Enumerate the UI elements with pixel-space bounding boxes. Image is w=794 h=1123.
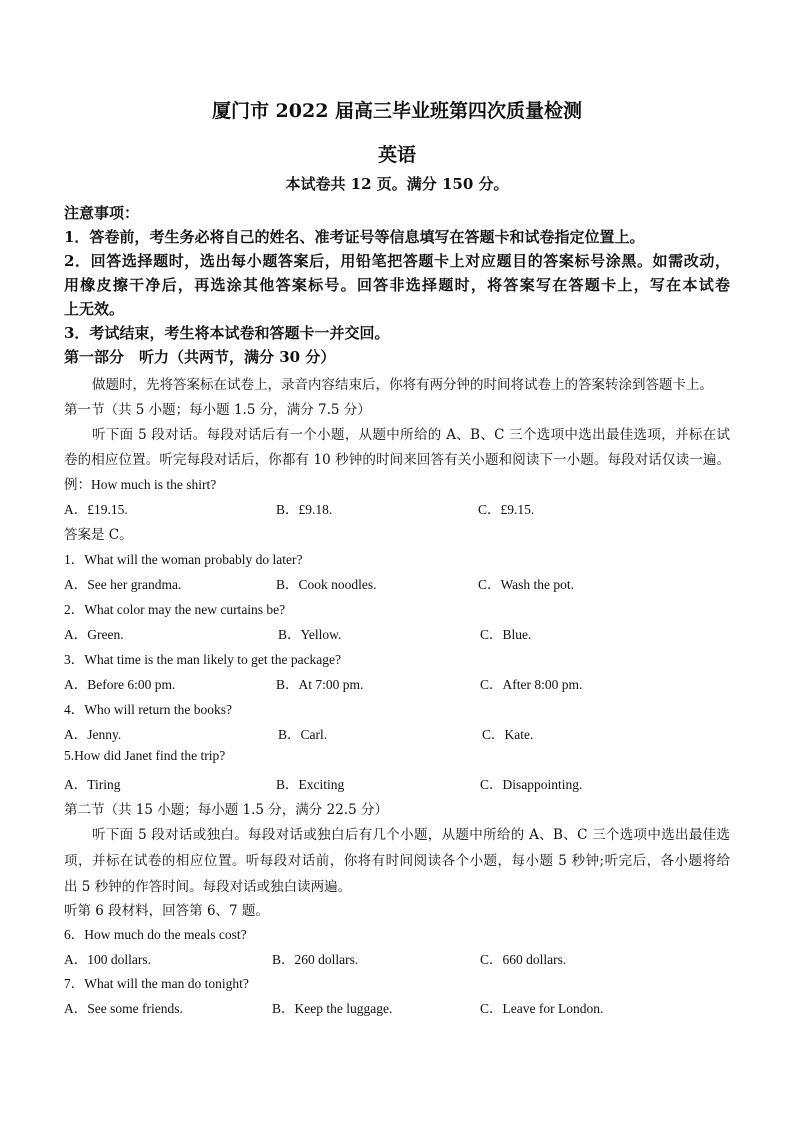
note-item-2-line-3: 上无效。 — [64, 300, 125, 318]
section1-heading: 第一节（共 5 小题；每小题 1.5 分，满分 7.5 分） — [64, 402, 371, 418]
question-4-option-c: C．Kate. — [482, 727, 534, 742]
question-6-option-c: C．660 dollars. — [480, 952, 567, 967]
example-answer: 答案是 C。 — [64, 527, 133, 543]
note-item-3: 3．考试结束，考生将本试卷和答题卡一并交回。 — [64, 324, 390, 342]
question-4-option-b: B．Carl. — [278, 727, 328, 742]
question-1-option-c: C．Wash the pot. — [478, 577, 575, 592]
note-item-1: 1．答卷前，考生务必将自己的姓名、准考证号等信息填写在答题卡和试卷指定位置上。 — [64, 228, 645, 246]
example-question: 例：How much is the shirt? — [64, 477, 217, 492]
question-4: 4．Who will return the books? — [64, 702, 232, 717]
notes-heading: 注意事项： — [64, 204, 140, 222]
question-2-option-c: C．Blue. — [480, 627, 532, 642]
question-1-option-b: B．Cook noodles. — [276, 577, 377, 592]
part1-instruction: 做题时，先将答案标在试卷上，录音内容结束后，你将有两分钟的时间将试卷上的答案转涂到答题卡上。 — [92, 377, 713, 393]
question-2: 2．What color may the new curtains be? — [64, 602, 286, 617]
question-7: 7．What will the man do tonight? — [64, 976, 249, 991]
note-item-2-line-2: 用橡皮擦干净后，再选涂其他答案标号。回答非选择题时，将答案写在答题卡上，写在本试卷 — [64, 276, 730, 294]
question-6-option-a: A．100 dollars. — [64, 952, 151, 967]
question-4-option-a: A．Jenny. — [64, 727, 122, 742]
question-2-option-b: B．Yellow. — [278, 627, 342, 642]
question-7-option-a: A．See some friends. — [64, 1001, 183, 1016]
material-6-heading: 听第 6 段材料，回答第 6、7 题。 — [64, 903, 269, 919]
question-3-option-c: C．After 8:00 pm. — [480, 677, 583, 692]
section2-instruction-line-3: 出 5 秒钟的作答时间。每段对话或独白读两遍。 — [64, 879, 352, 895]
question-6: 6．How much do the meals cost? — [64, 927, 247, 942]
pages-info: 本试卷共 12 页。满分 150 分。 — [285, 175, 509, 193]
section2-instruction-line-2: 项，并标在试卷的相应位置。听每段对话前，你将有时间阅读各个小题，每小题 5 秒钟;听完后，各小题将给 — [64, 853, 730, 869]
question-1: 1．What will the woman probably do later? — [64, 552, 303, 567]
question-5-option-b: B．Exciting — [276, 777, 345, 792]
question-7-option-b: B．Keep the luggage. — [272, 1001, 393, 1016]
question-6-option-b: B．260 dollars. — [272, 952, 359, 967]
question-3-option-a: A．Before 6:00 pm. — [64, 677, 176, 692]
question-7-option-c: C．Leave for London. — [480, 1001, 604, 1016]
question-5: 5.How did Janet find the trip? — [64, 748, 226, 763]
question-1-option-a: A．See her grandma. — [64, 577, 182, 592]
example-option-c: C．£9.15. — [478, 502, 535, 517]
section1-instruction-line-2: 卷的相应位置。听完每段对话后，你都有 10 秒钟的时间来回答有关小题和阅读下一小题。每段对话仅读一遍。 — [64, 452, 730, 468]
example-option-a: A．£19.15. — [64, 502, 128, 517]
example-option-b: B．£9.18. — [276, 502, 333, 517]
question-2-option-a: A．Green. — [64, 627, 124, 642]
question-5-option-c: C．Disappointing. — [480, 777, 583, 792]
part1-heading: 第一部分 听力（共两节，满分 30 分） — [64, 348, 336, 366]
section2-heading: 第二节（共 15 小题；每小题 1.5 分，满分 22.5 分） — [64, 802, 388, 818]
note-item-2-line-1: 2．回答选择题时，选出每小题答案后，用铅笔把答题卡上对应题目的答案标号涂黑。如需改动， — [64, 252, 730, 270]
section2-instruction-line-1: 听下面 5 段对话或独白。每段对话或独白后有几个小题，从题中所给的 A、B、C 三个选项中选出最佳选 — [92, 827, 730, 843]
question-3: 3．What time is the man likely to get the package? — [64, 652, 342, 667]
exam-title: 厦门市 2022 届高三毕业班第四次质量检测 — [211, 100, 583, 122]
question-5-option-a: A．Tiring — [64, 777, 121, 792]
subject-title: 英语 — [377, 144, 416, 166]
section1-instruction-line-1: 听下面 5 段对话。每段对话后有一个小题，从题中所给的 A、B、C 三个选项中选出最佳选项，并标在试 — [92, 427, 730, 443]
question-3-option-b: B．At 7:00 pm. — [276, 677, 364, 692]
